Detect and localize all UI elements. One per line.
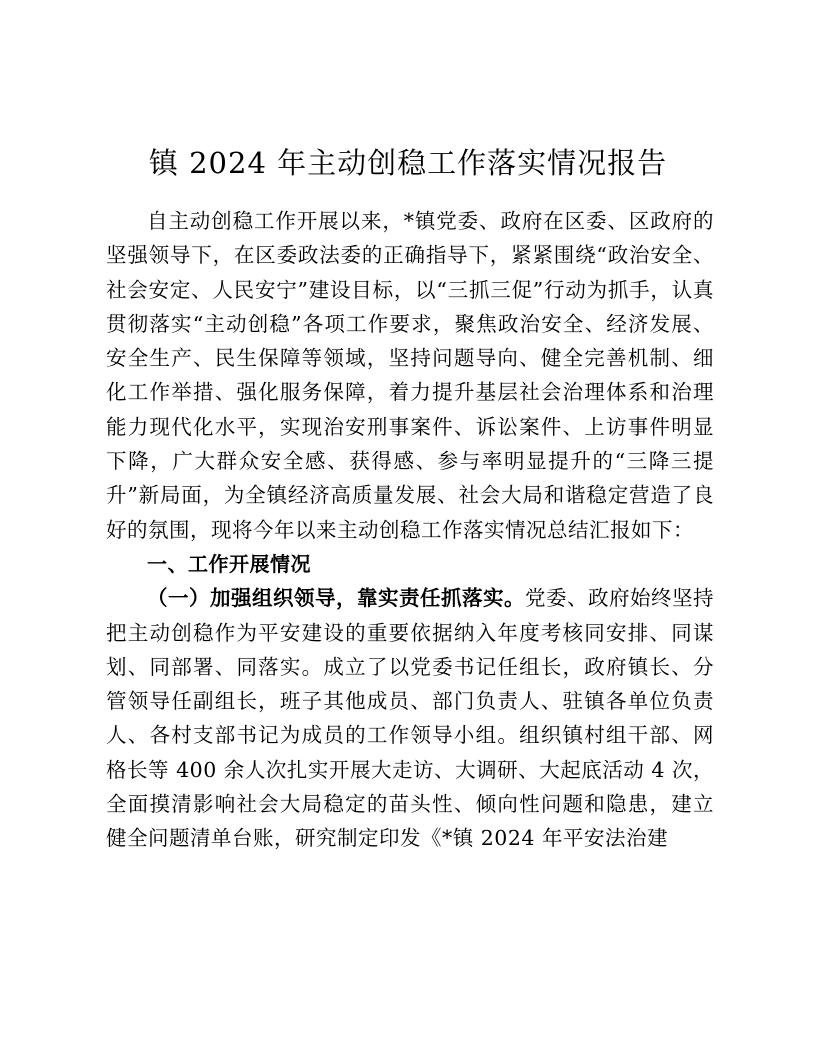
- section-heading: 一、工作开展情况: [147, 551, 311, 576]
- paragraph-lead: （一）加强组织领导，靠实责任抓落实。: [147, 586, 525, 611]
- paragraph-text: 党委、政府始终坚持把主动创稳作为平安建设的重要依据纳入年度考核同安排、同谋划、同部署、同落实。成立了以党委书记任组长，政府镇长、分管领导任副组长，班子其他成员、部门负责人、驻镇各单位负责人、各村支部书记为成员的工作领导小组。组织镇村组干部、网格长等 400 余人次扎实开展大走访、大调研、大起底活动 4 次，全面摸清影响社会大局稳定的苗头性、倾向性问题和隐患，建立健全问题清单台账，研究制定印发《*镇 2024 年平安法治建: [106, 586, 714, 851]
- intro-paragraph: 自主动创稳工作开展以来，*镇党委、政府在区委、区政府的坚强领导下，在区委政法委的正确指导下，紧紧围绕“政治安全、社会安定、人民安宁”建设目标，以“三抓三促”行动为抓手，认真贯彻落实“主动创稳”各项工作要求，聚焦政治安全、经济发展、安全生产、民生保障等领域，坚持问题导向、健全完善机制、细化工作举措、强化服务保障，着力提升基层社会治理体系和治理能力现代化水平，实现治安刑事案件、诉讼案件、上访事件明显下降，广大群众安全感、获得感、参与率明显提升的“三降三提升”新局面，为全镇经济高质量发展、社会大局和谐稳定营造了良好的氛围，现将今年以来主动创稳工作落实情况总结汇报如下：: [106, 209, 714, 542]
- document-body: [106, 204, 714, 856]
- document-title: 镇 2024 年主动创稳工作落实情况报告: [148, 146, 668, 180]
- section-paragraph: [106, 581, 714, 855]
